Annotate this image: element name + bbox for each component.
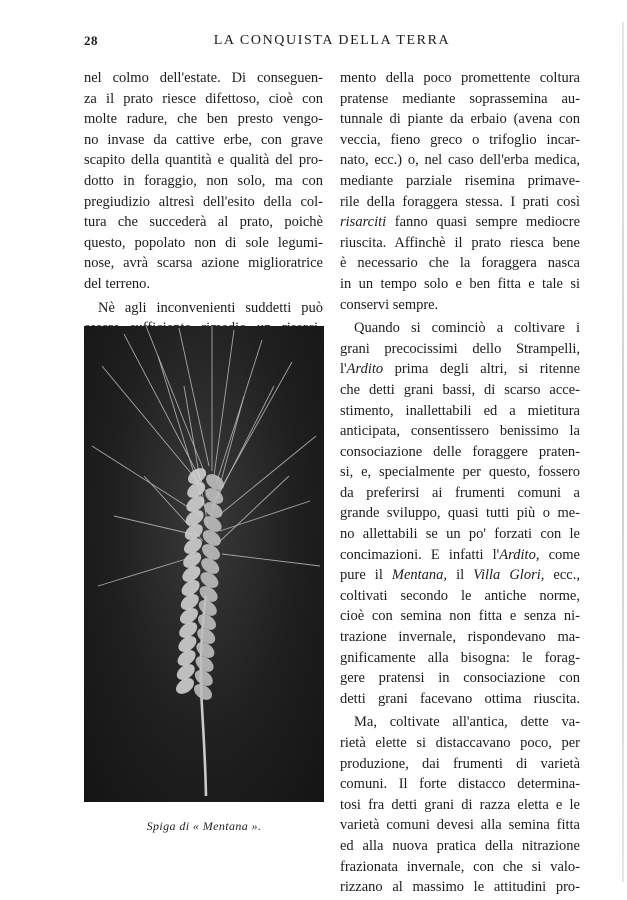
text-line: mento della poco promettente coltura [340, 70, 580, 86]
text-line: gere pratensi in consociazione con [340, 670, 580, 687]
text-line: rietà elette si distaccavano poco, per [340, 735, 580, 751]
figure-caption: Spiga di « Mentana ». [146, 819, 262, 833]
italic-term: Mentana, [391, 567, 448, 584]
right-paragraph-2 [340, 318, 580, 709]
right-column [340, 68, 580, 898]
text-line: scapito della quantità e qualità del pro- [84, 152, 323, 169]
text-line: produzione, dai frumenti di varietà [340, 755, 580, 772]
text-line: no allettabili se un po' forzati con le [340, 526, 580, 543]
awn-stroke [146, 326, 206, 476]
text-line: rile della foraggera stessa. I prati così [340, 193, 580, 210]
text-line: del terreno. [84, 275, 151, 292]
awn-stroke [214, 330, 234, 476]
awn-stroke [98, 556, 196, 586]
text-line: l'Ardito prima degli altri, si ritenne [340, 361, 580, 378]
italic-term: Villa Glori, [473, 567, 545, 584]
awn-stroke [222, 554, 320, 566]
text-line: molte radure, che ben presto vengo- [84, 111, 323, 128]
text-line: anticipata, consentissero benissimo la [340, 423, 580, 440]
text-line: riuscita. Affinchè il prato riesca bene [340, 234, 580, 251]
text-line: nose, avrà scarsa azione miglioratrice [84, 255, 323, 272]
running-title: LA CONQUISTA DELLA TERRA [213, 33, 451, 48]
awn-stroke [124, 334, 204, 486]
text-line: mediante parziale risemina primave- [340, 172, 580, 189]
text-line: risarciti fanno quasi sempre mediocre [340, 214, 580, 231]
awn-stroke [92, 446, 202, 516]
wheat-spike-photo [84, 326, 324, 802]
text-line: da preferirsi ai frumenti comuni a [340, 484, 580, 501]
text-line: pregiudizio altresì dell'esito della col- [84, 193, 323, 210]
text-line: trazione invernale, rispondevano ma- [340, 629, 580, 646]
right-paragraph-1 [340, 68, 580, 315]
italic-term: Ardito, [499, 546, 540, 563]
text-line: conservi sempre. [340, 296, 439, 313]
text-line: che detti grani bassi, di scarso acce- [340, 381, 580, 398]
italic-term: risarciti [340, 214, 387, 231]
text-line: ed alla nuova pratica della nitrazione [340, 837, 580, 854]
text-line: consociazione delle foraggere praten- [340, 443, 580, 460]
text-line: Ma, coltivate all'antica, dette va- [354, 714, 580, 731]
text-line: cioè con semina non fitta e senza ni- [340, 608, 580, 625]
text-line: gnificamente alla bisogna: le forag- [340, 649, 580, 666]
text-line: nel colmo dell'estate. Di conseguen- [84, 70, 323, 86]
text-line: questo, popolato non di sole legumi- [84, 234, 323, 251]
page-edge-line [622, 22, 624, 882]
text-line: frazionata invernale, con che si valo- [340, 858, 580, 875]
text-line: tunnale di piante da erbaio (avena con [340, 111, 580, 128]
text-line: concimazioni. E infatti l'Ardito, come [340, 546, 580, 563]
left-paragraph-1 [84, 68, 323, 295]
italic-term: Ardito [346, 361, 384, 378]
wheat-spike-illustration [84, 326, 324, 802]
page-number: 28 [84, 33, 98, 48]
text-line: varietà comuni devesi alla semina fitta [340, 817, 580, 834]
text-line: grani precocissimi dello Strampelli, [340, 340, 580, 357]
text-line: coltivati secondo le antiche norme, [340, 587, 580, 604]
text-line: rizzano al massimo le attitudini pro- [340, 879, 580, 896]
text-line: pratense mediante soprassemina au- [340, 90, 580, 107]
text-line: tosi fra detti grani di razza eletta e le [340, 796, 580, 813]
text-line: no invase da cattive erbe, con grave [84, 131, 323, 148]
text-line: veccia, fieno greco o trifoglio incar- [340, 131, 580, 148]
text-line: si, e, specialmente per questo, fossero [340, 464, 580, 481]
left-column [84, 68, 323, 339]
text-line: comuni. Il forte distacco determina- [340, 776, 580, 793]
awn-stroke [212, 386, 274, 508]
text-line: za il prato riesce difettoso, cioè con [84, 90, 323, 107]
text-line: tura che succederà al prato, poichè [84, 214, 323, 231]
awn-stroke [217, 476, 289, 544]
text-line: dotto in foraggio, non solo, ma con [84, 172, 323, 189]
text-line: Quando si cominciò a coltivare i [354, 320, 580, 337]
text-line: è necessario che la foraggera nasca [340, 255, 580, 272]
awn-stroke [220, 501, 310, 531]
text-line: nato, ecc.) o, nel caso dell'erba medica, [340, 152, 580, 169]
right-paragraph-3 [340, 712, 580, 897]
text-line: pure il Mentana, il Villa Glori, ecc., [340, 567, 580, 584]
text-line: Nè agli inconvenienti suddetti può [98, 299, 323, 316]
text-line: detti grani facevano ottima riuscita. [340, 690, 580, 707]
text-line: in un tempo solo e ben fitta e tale si [340, 275, 580, 292]
text-line: grande sviluppo, quasi tutti più o me- [340, 505, 580, 522]
text-line: stimento, inallettabili ed a mietitura [340, 402, 580, 419]
page-header [84, 33, 580, 53]
